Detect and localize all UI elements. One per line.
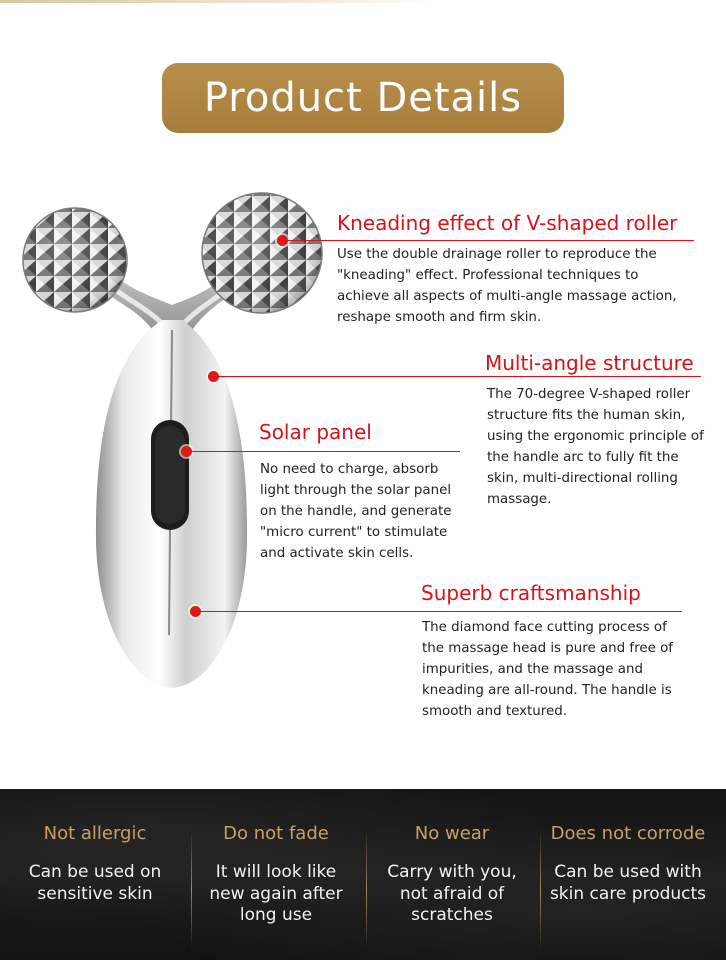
feature-kneading-text [337,244,689,328]
callout-line-solar [188,451,460,452]
benefit-description: Can be used with skin care products [549,862,707,904]
benefits-band [0,789,726,960]
feature-multi-angle-text [487,384,713,510]
feature-title: Superb craftsmanship [421,581,641,605]
feature-craftsmanship-text [422,617,690,722]
benefit-not-allergic [0,789,190,960]
benefit-title: Do not fade [223,823,329,844]
benefit-do-not-fade [186,789,366,960]
benefit-description: It will look like new again after long use [209,862,343,925]
callout-line-craftsmanship [197,611,682,612]
benefit-description: Carry with you, not afraid of scratches [387,862,517,925]
feature-description: The 70-degree V-shaped roller structure fits the human skin, using the ergonomic principle of the handle arc to fully fit the skin, multi-directional rolling massage. [487,387,704,507]
feature-craftsmanship [421,581,681,605]
feature-solar [259,420,459,444]
feature-title: Multi-angle structure [485,351,694,375]
benefit-no-wear [364,789,540,960]
feature-title: Kneading effect of V-shaped roller [337,211,678,235]
callout-line-kneading [284,240,694,241]
benefit-title: Not allergic [43,823,147,844]
feature-solar-text [260,459,466,564]
feature-multi-angle [485,351,715,375]
feature-description: No need to charge, absorb light through the solar panel on the handle, and generate "micro current" to stimulate and activate skin cells. [260,462,452,561]
feature-title: Solar panel [259,420,372,444]
benefit-description: Can be used on sensitive skin [28,862,162,904]
top-decor-strip [0,0,726,3]
feature-description: The diamond face cutting process of the massage head is pure and free of impurities, and the massage and kneading are all-round. The handle is smooth and textured. [422,620,673,719]
feature-kneading [337,211,697,235]
benefit-title: No wear [414,823,490,844]
callout-line-multi-angle [215,376,701,377]
feature-description: Use the double drainage roller to reproduce the "kneading" effect. Professional techniques to achieve all aspects of multi-angle massage action, reshape smooth and firm skin. [337,247,677,325]
title-banner [162,63,564,133]
benefit-title: Does not corrode [550,823,706,844]
benefit-does-not-corrode [538,789,718,960]
page-title: Product Details [203,75,523,121]
